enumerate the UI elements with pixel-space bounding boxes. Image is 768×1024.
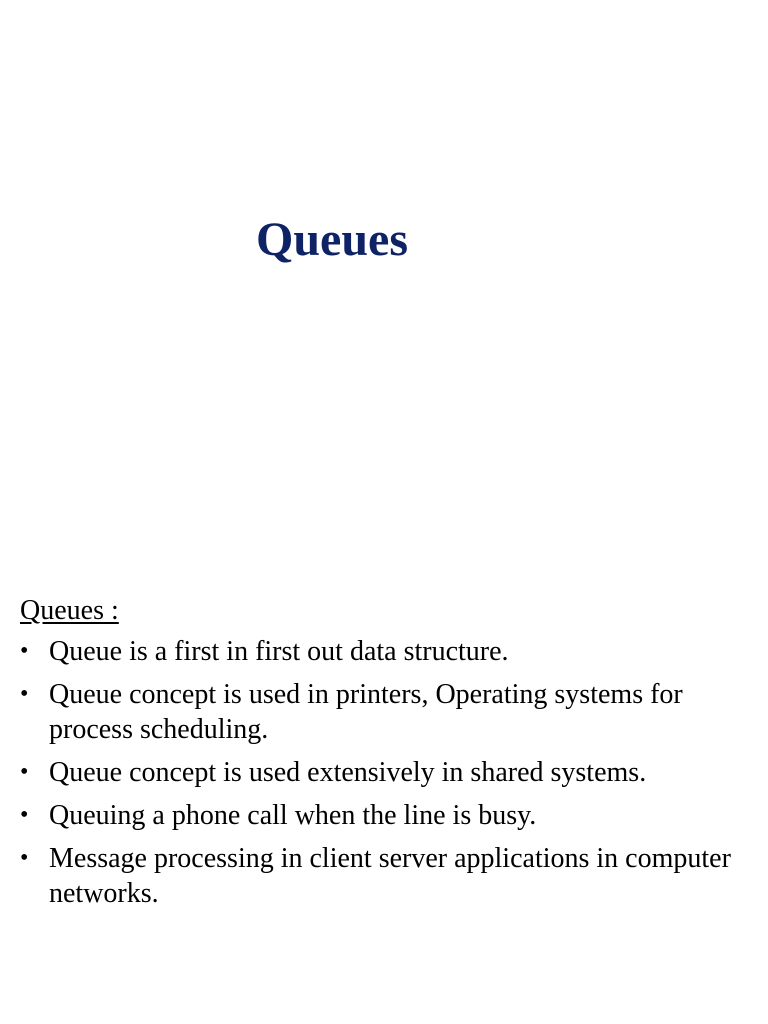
bullet-dot-icon: • xyxy=(20,638,29,664)
list-item xyxy=(20,634,740,669)
bullet-dot-icon: • xyxy=(20,681,29,707)
list-item xyxy=(20,677,740,747)
section-heading: Queues : xyxy=(20,595,119,626)
list-item xyxy=(20,755,740,790)
list-item-text: Message processing in client server applications in computer networks. xyxy=(49,843,731,909)
list-item xyxy=(20,841,740,911)
list-item-text: Queue is a first in first out data structure. xyxy=(49,636,509,667)
list-item-text: Queuing a phone call when the line is busy. xyxy=(49,800,537,831)
list-item-text: Queue concept is used extensively in shared systems. xyxy=(49,757,647,788)
list-item-text: Queue concept is used in printers, Operating systems for process scheduling. xyxy=(49,679,683,745)
list-item xyxy=(20,798,740,833)
slide-body xyxy=(20,592,740,919)
bullet-list xyxy=(20,634,740,911)
page-title: Queues xyxy=(255,213,408,266)
bullet-dot-icon: • xyxy=(20,759,29,785)
bullet-dot-icon: • xyxy=(20,802,29,828)
bullet-dot-icon: • xyxy=(20,845,29,871)
